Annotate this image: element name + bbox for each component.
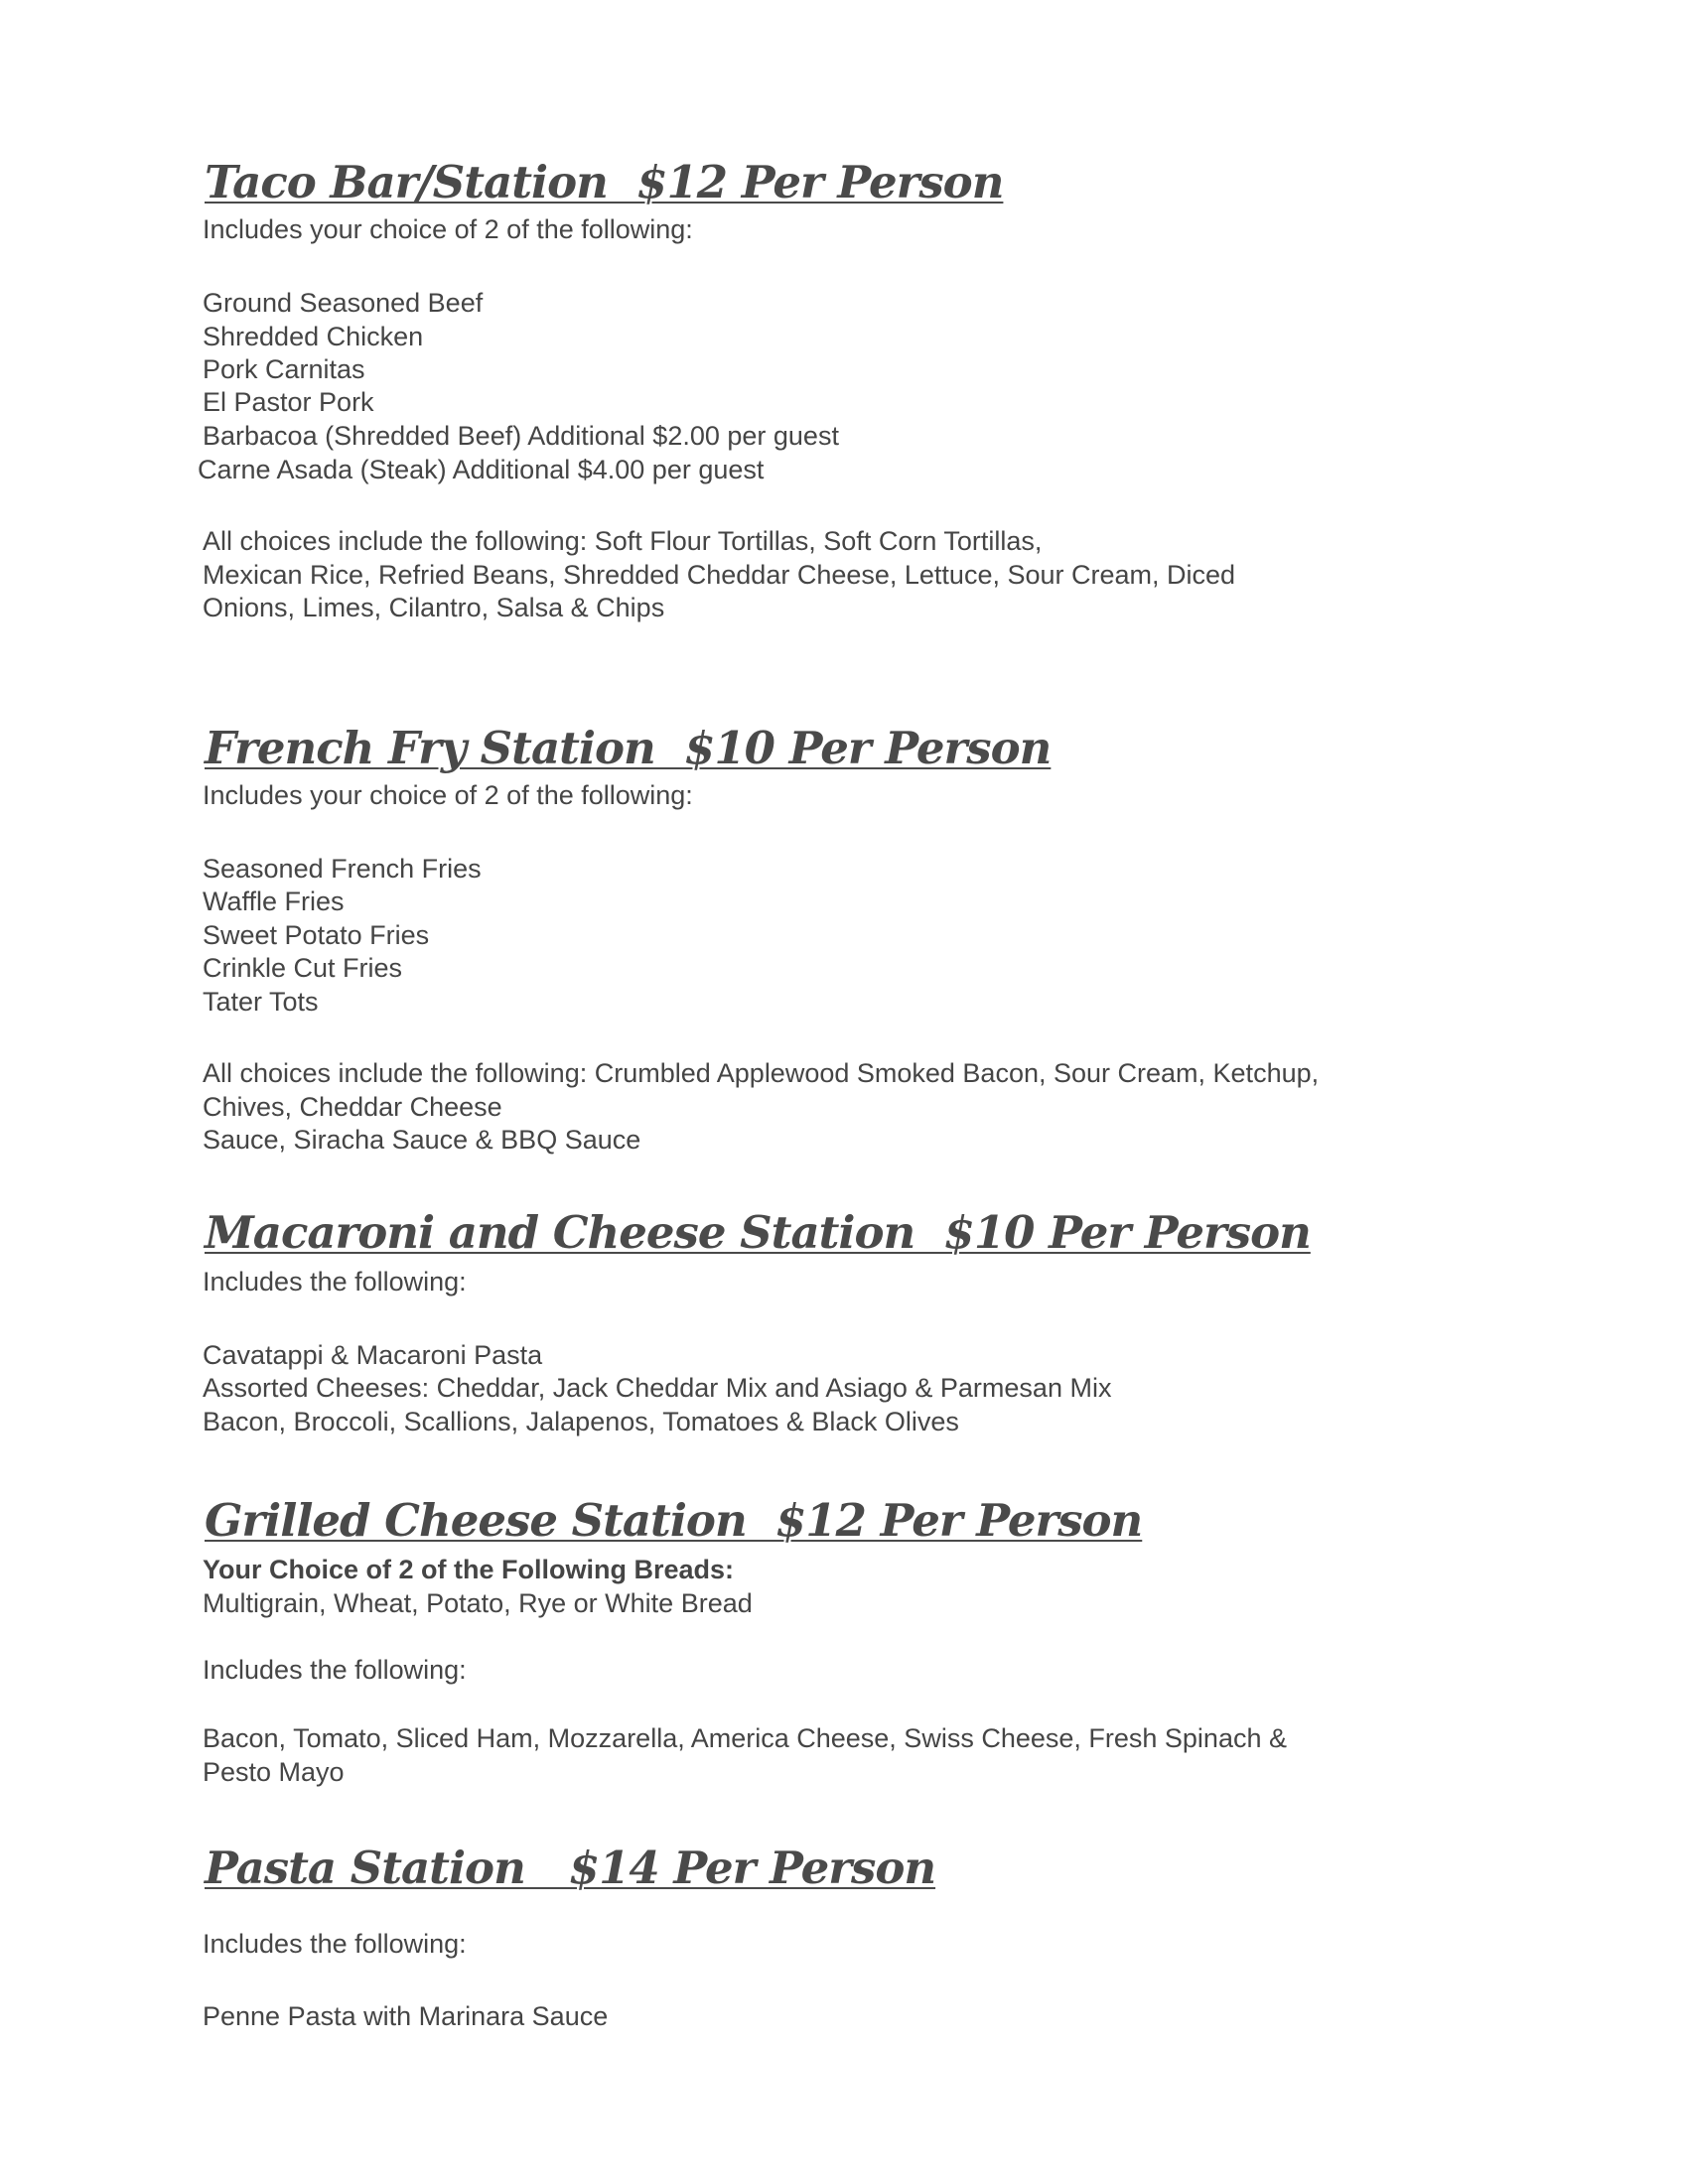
- taco-item: Barbacoa (Shredded Beef) Additional $2.00 per guest: [203, 421, 839, 451]
- grilled-includes-line: Bacon, Tomato, Sliced Ham, Mozzarella, America Cheese, Swiss Cheese, Fresh Spinach &: [203, 1723, 1287, 1753]
- fries-item: Seasoned French Fries: [203, 854, 482, 884]
- grilled-breads-label: Your Choice of 2 of the Following Breads:: [203, 1555, 735, 1584]
- fries-includes-line: All choices include the following: Crumbled Applewood Smoked Bacon, Sour Cream, Ketchup,: [203, 1058, 1320, 1088]
- taco-includes-line: All choices include the following: Soft Flour Tortillas, Soft Corn Tortillas,: [203, 526, 1043, 556]
- fries-item: Sweet Potato Fries: [203, 920, 430, 950]
- fries-item: Waffle Fries: [203, 887, 345, 916]
- taco-includes-line: Mexican Rice, Refried Beans, Shredded Cheddar Cheese, Lettuce, Sour Cream, Diced: [203, 560, 1236, 590]
- fries-item: Tater Tots: [203, 987, 319, 1017]
- pasta-intro: Includes the following:: [203, 1929, 467, 1959]
- taco-item: Pork Carnitas: [203, 354, 365, 384]
- taco-includes-line: Onions, Limes, Cilantro, Salsa & Chips: [203, 593, 665, 622]
- taco-item: Carne Asada (Steak) Additional $4.00 per guest: [198, 455, 765, 484]
- fries-intro: Includes your choice of 2 of the following:: [203, 780, 693, 810]
- pasta-item: Penne Pasta with Marinara Sauce: [203, 2001, 609, 2031]
- taco-item: Shredded Chicken: [203, 322, 424, 351]
- mac-station-heading: Macaroni and Cheese Station $10 Per Person: [205, 1206, 1311, 1259]
- grilled-station-heading: Grilled Cheese Station $12 Per Person: [205, 1494, 1143, 1547]
- fries-item: Crinkle Cut Fries: [203, 953, 403, 983]
- mac-item: Bacon, Broccoli, Scallions, Jalapenos, Tomatoes & Black Olives: [203, 1407, 959, 1436]
- grilled-includes-line: Pesto Mayo: [203, 1757, 345, 1787]
- mac-item: Assorted Cheeses: Cheddar, Jack Cheddar Mix and Asiago & Parmesan Mix: [203, 1373, 1112, 1403]
- mac-intro: Includes the following:: [203, 1267, 467, 1297]
- grilled-intro: Includes the following:: [203, 1655, 467, 1685]
- fries-includes-line: Chives, Cheddar Cheese: [203, 1092, 502, 1122]
- grilled-breads: Multigrain, Wheat, Potato, Rye or White Bread: [203, 1588, 753, 1618]
- mac-item: Cavatappi & Macaroni Pasta: [203, 1340, 543, 1370]
- taco-item: Ground Seasoned Beef: [203, 288, 484, 318]
- pasta-station-heading: Pasta Station $14 Per Person: [205, 1842, 936, 1894]
- taco-station-heading: Taco Bar/Station $12 Per Person: [205, 156, 1004, 208]
- fries-includes-line: Sauce, Siracha Sauce & BBQ Sauce: [203, 1125, 641, 1155]
- taco-item: El Pastor Pork: [203, 387, 374, 417]
- fries-station-heading: French Fry Station $10 Per Person: [205, 722, 1052, 774]
- taco-intro: Includes your choice of 2 of the following:: [203, 214, 693, 244]
